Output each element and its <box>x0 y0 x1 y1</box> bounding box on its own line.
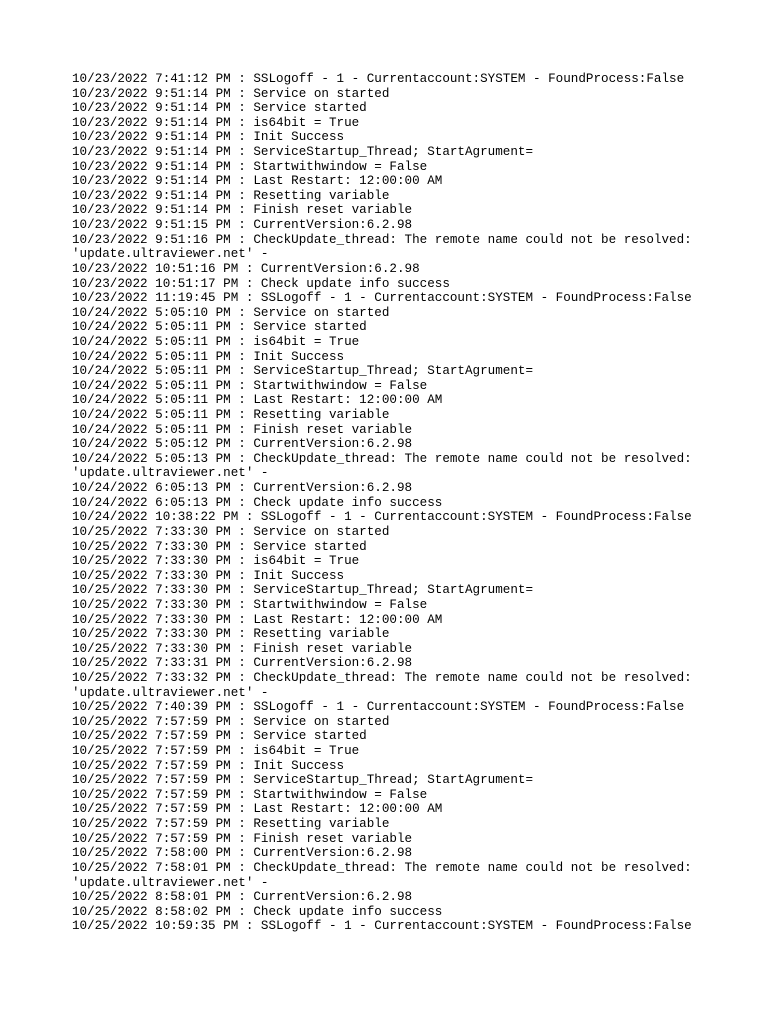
log-line: 10/25/2022 7:33:31 PM : CurrentVersion:6.2.98 <box>72 656 413 671</box>
log-line: 10/25/2022 7:33:30 PM : Finish reset variable <box>72 641 413 656</box>
log-line: 10/24/2022 5:05:11 PM : Last Restart: 12:00:00 AM <box>72 393 443 408</box>
log-line: 10/24/2022 6:05:13 PM : Check update info success <box>72 495 443 510</box>
log-line: 10/25/2022 7:57:59 PM : Service on started <box>72 714 390 729</box>
log-line: 10/24/2022 10:38:22 PM : SSLogoff - 1 - Currentaccount:SYSTEM - FoundProcess:False <box>72 510 692 525</box>
log-line: 10/24/2022 5:05:10 PM : Service on started <box>72 305 390 320</box>
log-line: 10/23/2022 7:41:12 PM : SSLogoff - 1 - Currentaccount:SYSTEM - FoundProcess:False <box>72 72 685 86</box>
log-line: 10/25/2022 7:33:30 PM : ServiceStartup_Thread; StartAgrument= <box>72 583 534 598</box>
log-line: 10/25/2022 7:57:59 PM : Startwithwindow = False <box>72 787 428 802</box>
log-line: 10/25/2022 7:57:59 PM : Service started <box>72 729 367 744</box>
log-line: 'update.ultraviewer.net' - <box>72 247 269 262</box>
log-line: 10/23/2022 9:51:16 PM : CheckUpdate_thread: The remote name could not be resolved: <box>72 232 692 247</box>
log-line: 10/23/2022 9:51:14 PM : Finish reset variable <box>72 203 413 218</box>
log-line: 'update.ultraviewer.net' - <box>72 466 269 481</box>
log-line: 10/24/2022 5:05:11 PM : Service started <box>72 320 367 335</box>
log-line: 10/25/2022 7:33:30 PM : Service on started <box>72 524 390 539</box>
log-line: 10/23/2022 9:51:15 PM : CurrentVersion:6.2.98 <box>72 218 413 233</box>
log-line: 10/23/2022 9:51:14 PM : ServiceStartup_Thread; StartAgrument= <box>72 145 534 160</box>
log-line: 10/24/2022 5:05:11 PM : is64bit = True <box>72 334 360 349</box>
log-line: 10/25/2022 7:57:59 PM : Resetting variable <box>72 817 390 832</box>
log-line: 10/24/2022 5:05:13 PM : CheckUpdate_thread: The remote name could not be resolved: <box>72 451 692 466</box>
log-line: 10/25/2022 7:33:30 PM : Resetting variable <box>72 627 390 642</box>
log-line: 10/25/2022 7:33:30 PM : Service started <box>72 539 367 554</box>
log-line: 10/25/2022 8:58:01 PM : CurrentVersion:6.2.98 <box>72 890 413 905</box>
log-line: 10/24/2022 5:05:11 PM : Init Success <box>72 349 345 364</box>
log-line: 'update.ultraviewer.net' - <box>72 875 269 890</box>
log-line: 10/25/2022 7:33:32 PM : CheckUpdate_thread: The remote name could not be resolved: <box>72 670 692 685</box>
log-line: 10/23/2022 10:51:17 PM : Check update info success <box>72 276 450 291</box>
log-line: 10/23/2022 9:51:14 PM : Service started <box>72 101 367 116</box>
log-line: 10/24/2022 5:05:11 PM : Startwithwindow = False <box>72 378 428 393</box>
log-line: 10/25/2022 7:57:59 PM : ServiceStartup_Thread; StartAgrument= <box>72 773 534 788</box>
log-line: 10/24/2022 5:05:11 PM : Resetting variable <box>72 408 390 423</box>
log-text <box>72 72 732 934</box>
log-line: 10/23/2022 9:51:14 PM : is64bit = True <box>72 115 360 130</box>
log-line: 10/25/2022 7:58:00 PM : CurrentVersion:6.2.98 <box>72 846 413 861</box>
log-line: 10/24/2022 5:05:11 PM : ServiceStartup_Thread; StartAgrument= <box>72 364 534 379</box>
log-line: 10/23/2022 9:51:14 PM : Startwithwindow = False <box>72 159 428 174</box>
log-line: 10/25/2022 7:33:30 PM : Last Restart: 12:00:00 AM <box>72 612 443 627</box>
log-line: 10/24/2022 5:05:11 PM : Finish reset variable <box>72 422 413 437</box>
log-line: 10/23/2022 9:51:14 PM : Resetting variable <box>72 188 390 203</box>
log-line: 10/25/2022 7:58:01 PM : CheckUpdate_thread: The remote name could not be resolved: <box>72 860 692 875</box>
log-line: 10/25/2022 7:40:39 PM : SSLogoff - 1 - Currentaccount:SYSTEM - FoundProcess:False <box>72 700 685 715</box>
log-line: 10/23/2022 10:51:16 PM : CurrentVersion:6.2.98 <box>72 261 420 276</box>
log-line: 10/23/2022 9:51:14 PM : Service on started <box>72 86 390 101</box>
log-line: 10/25/2022 10:59:35 PM : SSLogoff - 1 - Currentaccount:SYSTEM - FoundProcess:False <box>72 919 692 934</box>
log-line: 10/25/2022 7:57:59 PM : is64bit = True <box>72 744 360 759</box>
log-line: 10/24/2022 5:05:12 PM : CurrentVersion:6.2.98 <box>72 437 413 452</box>
log-line: 10/25/2022 7:57:59 PM : Finish reset variable <box>72 831 413 846</box>
log-line: 10/25/2022 7:33:30 PM : Init Success <box>72 568 345 583</box>
log-line: 10/25/2022 7:57:59 PM : Init Success <box>72 758 345 773</box>
log-line: 10/25/2022 8:58:02 PM : Check update info success <box>72 904 443 919</box>
log-line: 'update.ultraviewer.net' - <box>72 685 269 700</box>
log-line: 10/25/2022 7:33:30 PM : Startwithwindow = False <box>72 597 428 612</box>
log-line: 10/25/2022 7:57:59 PM : Last Restart: 12:00:00 AM <box>72 802 443 817</box>
log-line: 10/25/2022 7:33:30 PM : is64bit = True <box>72 554 360 569</box>
log-line: 10/23/2022 9:51:14 PM : Init Success <box>72 130 345 145</box>
log-line: 10/23/2022 9:51:14 PM : Last Restart: 12:00:00 AM <box>72 174 443 189</box>
log-line: 10/23/2022 11:19:45 PM : SSLogoff - 1 - Currentaccount:SYSTEM - FoundProcess:False <box>72 291 692 306</box>
log-line: 10/24/2022 6:05:13 PM : CurrentVersion:6.2.98 <box>72 481 413 496</box>
